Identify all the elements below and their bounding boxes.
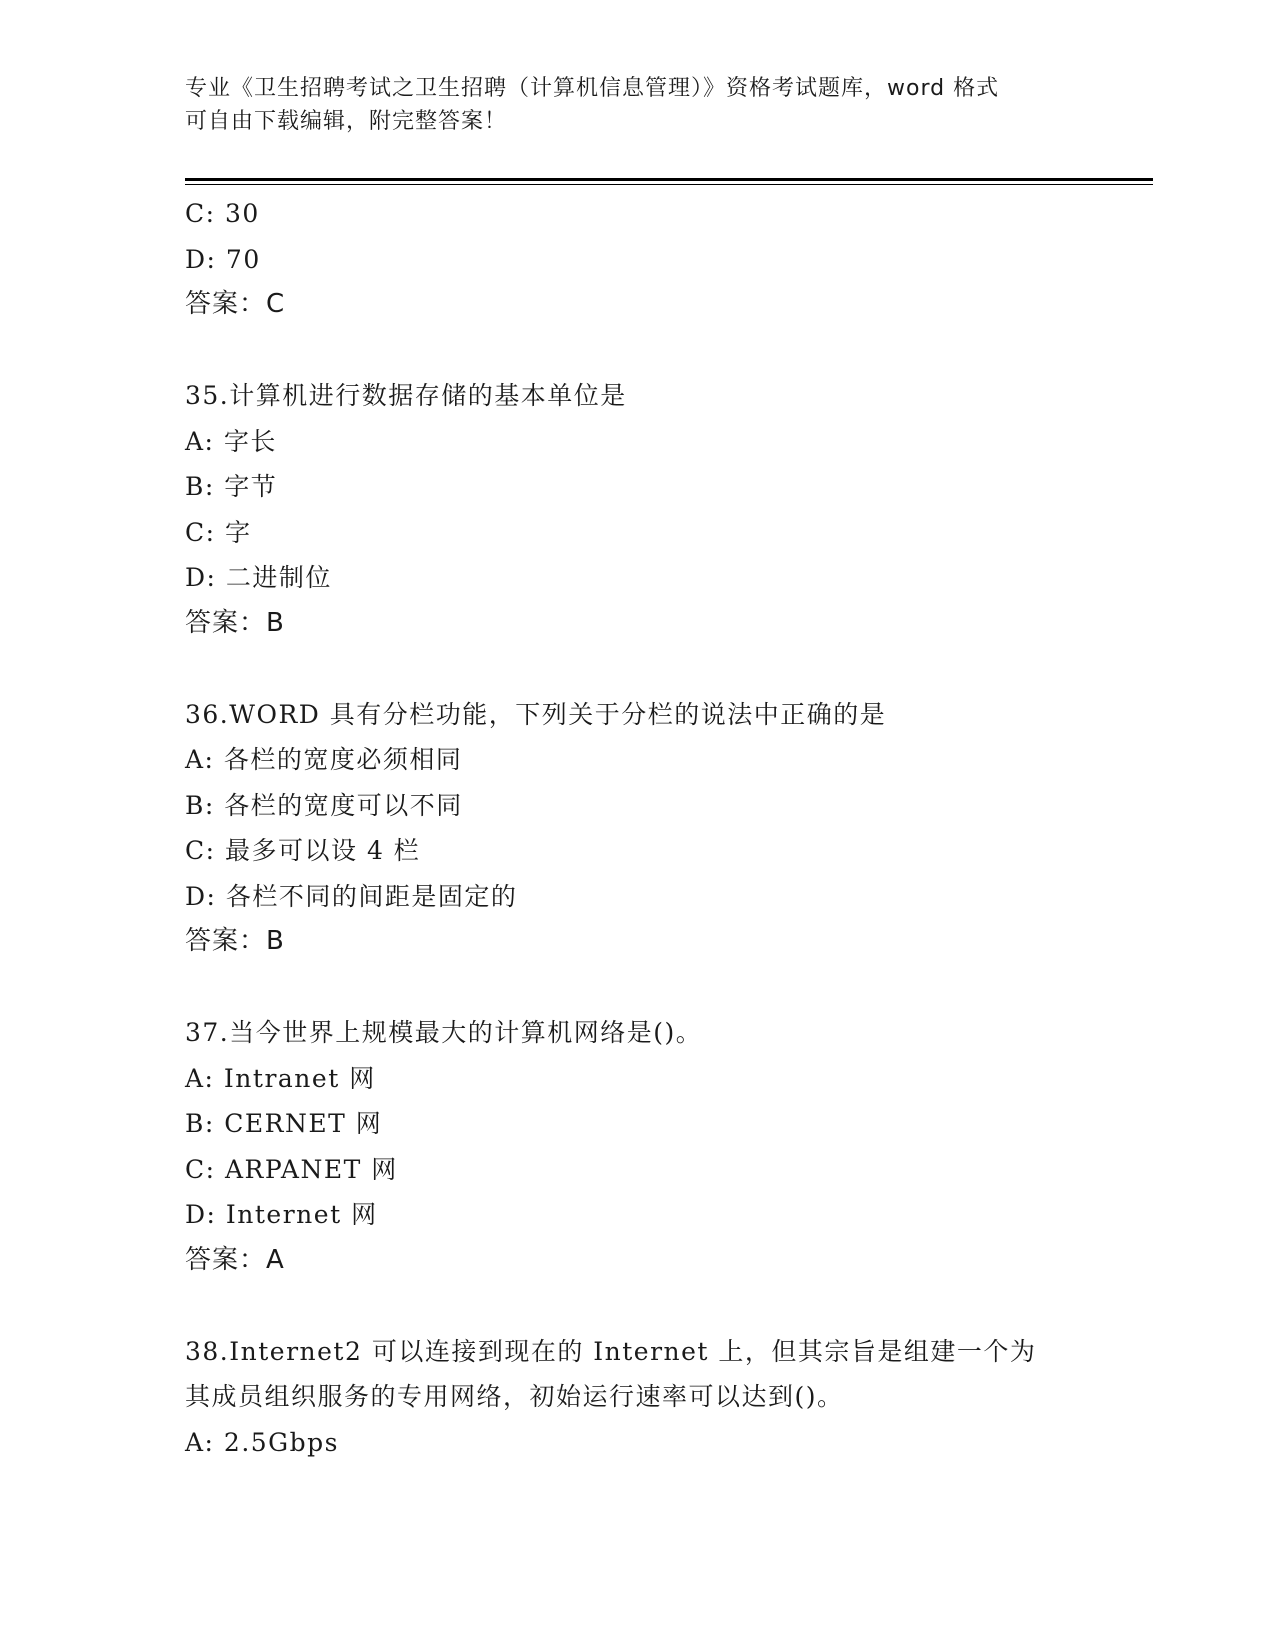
q36-answer: 答案：B: [185, 926, 285, 956]
q37-option-a: A: Intranet 网: [185, 1063, 376, 1093]
q37-option-c: C: ARPANET 网: [185, 1154, 398, 1184]
spacer: [185, 1283, 1085, 1329]
q34-option-d: D: 70: [185, 244, 261, 274]
header-title-line-2: 可自由下载编辑，附完整答案！: [185, 109, 508, 134]
q37-stem: 37.当今世界上规模最大的计算机网络是()。: [185, 1018, 703, 1047]
q36-option-b: B: 各栏的宽度可以不同: [185, 790, 463, 820]
q34-answer: 答案：C: [185, 289, 286, 319]
q35-option-b: B: 字节: [185, 472, 278, 501]
q37-option-d: D: Internet 网: [185, 1200, 378, 1229]
q36-option-a: A: 各栏的宽度必须相同: [185, 745, 463, 774]
q37-answer: 答案：A: [185, 1244, 285, 1275]
q38-stem-line-2: 其成员组织服务的专用网络，初始运行速率可以达到()。: [185, 1382, 844, 1411]
header-title-line-1: 专业《卫生招聘考试之卫生招聘（计算机信息管理）》资格考试题库，word 格式: [185, 76, 1000, 101]
q36-stem: 36.WORD 具有分栏功能，下列关于分栏的说法中正确的是: [185, 699, 887, 729]
q38-option-a: A: 2.5Gbps: [185, 1427, 339, 1457]
q35-stem: 35.计算机进行数据存储的基本单位是: [185, 381, 627, 410]
q34-option-c: C: 30: [185, 199, 260, 228]
q35-option-d: D: 二进制位: [185, 563, 332, 592]
spacer: [185, 965, 1085, 1011]
q36-option-d: D: 各栏不同的间距是固定的: [185, 881, 518, 911]
spacer: [185, 328, 1085, 374]
question-list: [185, 191, 1085, 1465]
q37-option-b: B: CERNET 网: [185, 1109, 383, 1138]
header-divider: [185, 178, 1153, 185]
q38-stem-line-1: 38.Internet2 可以连接到现在的 Internet 上，但其宗旨是组建一个为: [185, 1336, 1037, 1366]
q36-option-c: C: 最多可以设 4 栏: [185, 836, 421, 865]
spacer: [185, 646, 1085, 692]
q35-option-c: C: 字: [185, 517, 252, 547]
q35-option-a: A: 字长: [185, 426, 277, 456]
q35-answer: 答案：B: [185, 607, 285, 638]
document-header: [185, 72, 1085, 138]
